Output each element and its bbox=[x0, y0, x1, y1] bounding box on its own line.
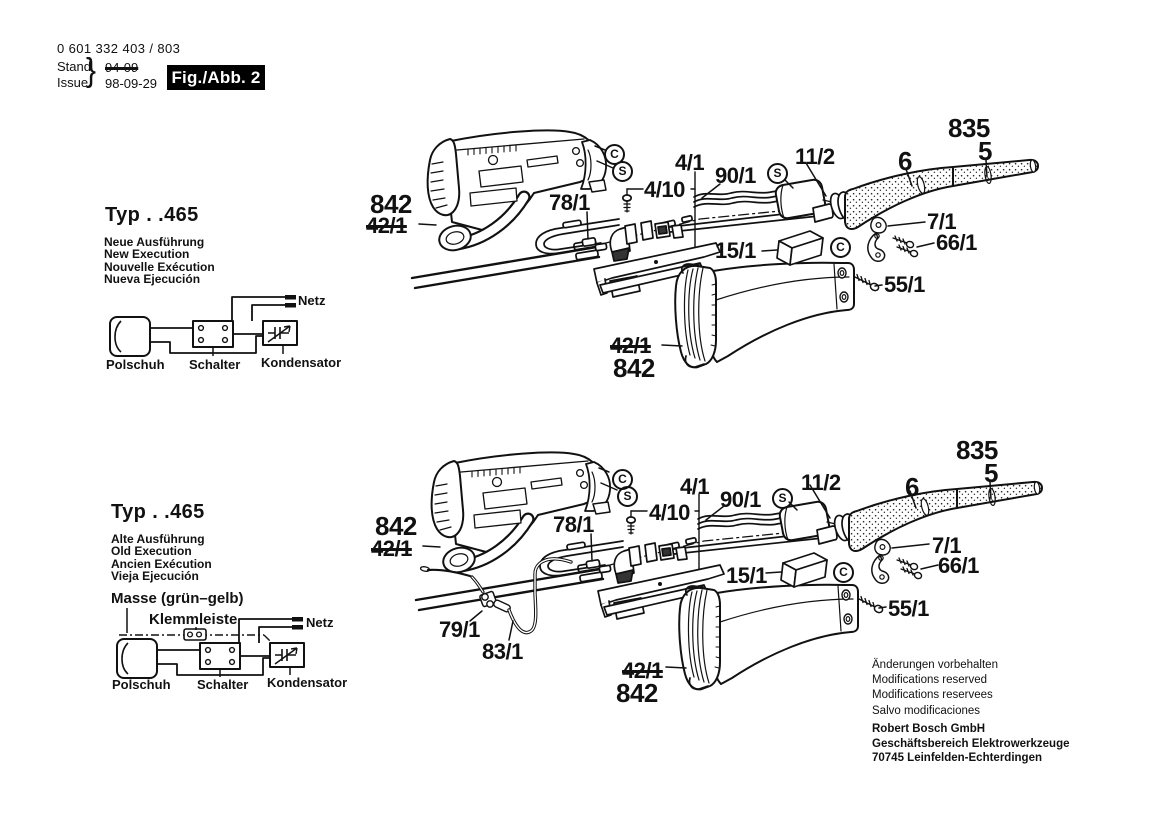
lang-line-fr: Ancien Exécution bbox=[111, 556, 212, 571]
wiring-schematic-new bbox=[110, 295, 297, 356]
part-label-6: 6 bbox=[905, 472, 919, 502]
part-label-842: 842 bbox=[375, 511, 417, 541]
masse-label: Masse (grün–gelb) bbox=[111, 590, 244, 607]
part-label-4-1: 4/1 bbox=[675, 150, 705, 175]
part-label-66-1: 66/1 bbox=[938, 553, 979, 578]
lang-line-en: New Execution bbox=[104, 247, 190, 262]
note-es: Salvo modificaciones bbox=[872, 704, 981, 717]
part-label-55-1: 55/1 bbox=[884, 272, 925, 297]
part-label-835: 835 bbox=[948, 113, 990, 143]
company-name: Robert Bosch GmbH bbox=[872, 723, 986, 735]
callout-c-icon: C bbox=[604, 144, 625, 165]
part-label-842: 842 bbox=[370, 189, 412, 219]
part-label-66-1: 66/1 bbox=[936, 230, 977, 255]
lang-line-fr: Nouvelle Exécution bbox=[104, 259, 215, 274]
part-label-79-1: 79/1 bbox=[439, 617, 480, 642]
part-label-6: 6 bbox=[898, 146, 912, 176]
lang-line-es: Vieja Ejecución bbox=[111, 568, 199, 583]
modification-notes bbox=[872, 658, 998, 719]
lang-line-es: Nueva Ejecución bbox=[104, 271, 201, 286]
part-label-42-1-struck-handle: 42/1 bbox=[622, 658, 663, 683]
lang-line-de: Neue Ausführung bbox=[104, 235, 205, 249]
company-address bbox=[872, 722, 1070, 766]
netz-label-new: Netz bbox=[298, 293, 326, 308]
schalter-label-new: Schalter bbox=[189, 357, 241, 372]
polschuh-label-old: Polschuh bbox=[112, 677, 171, 692]
lang-line-en: Old Execution bbox=[111, 544, 192, 559]
part-label-11-2: 11/2 bbox=[801, 470, 841, 495]
type-title-new: Typ . .465 bbox=[105, 204, 199, 226]
callout-s-icon: S bbox=[612, 161, 633, 182]
callout-s-icon: S bbox=[617, 486, 638, 507]
part-label-42-1-struck-handle: 42/1 bbox=[610, 333, 651, 358]
company-city: 70745 Leinfelden-Echterdingen bbox=[872, 752, 1042, 765]
part-label-78-1: 78/1 bbox=[553, 512, 594, 537]
callout-s-icon: S bbox=[772, 488, 793, 509]
lang-line-de: Alte Ausführung bbox=[111, 532, 205, 546]
part-label-11-2: 11/2 bbox=[795, 144, 835, 169]
note-en: Modifications reserved bbox=[872, 674, 988, 687]
part-label-42-1-struck: 42/1 bbox=[366, 213, 407, 238]
kondensator-label-new: Kondensator bbox=[261, 355, 342, 370]
note-fr: Modifications reservees bbox=[872, 689, 993, 702]
document-part-number: 0 601 332 403 / 803 bbox=[57, 41, 181, 56]
callout-c-icon: C bbox=[830, 237, 851, 258]
part-label-42-1-struck: 42/1 bbox=[371, 536, 412, 561]
issue-date: 98-09-29 bbox=[105, 76, 158, 91]
company-division: Geschäftsbereich Elektrowerkzeuge bbox=[872, 737, 1070, 750]
part-label-5: 5 bbox=[984, 458, 998, 488]
kondensator-label-old: Kondensator bbox=[267, 675, 348, 690]
part-label-15-1: 15/1 bbox=[715, 238, 756, 263]
part-label-4-10: 4/10 bbox=[649, 500, 690, 525]
stand-label: Stand bbox=[57, 59, 91, 74]
klemmleiste-label: Klemmleiste bbox=[149, 611, 238, 628]
callout-c-icon: C bbox=[612, 469, 633, 490]
note-de: Änderungen vorbehalten bbox=[872, 659, 998, 671]
part-label-55-1: 55/1 bbox=[888, 596, 929, 621]
issue-label: Issue bbox=[57, 75, 89, 90]
stand-date-struck: 94-09 bbox=[105, 60, 139, 75]
part-label-83-1: 83/1 bbox=[482, 639, 523, 664]
execution-langs-old bbox=[111, 533, 212, 582]
callout-s-icon: S bbox=[767, 163, 788, 184]
part-label-4-1: 4/1 bbox=[680, 474, 710, 499]
part-label-7-1: 7/1 bbox=[932, 533, 962, 558]
execution-langs-new bbox=[104, 236, 215, 285]
netz-label-old: Netz bbox=[306, 615, 334, 630]
part-label-78-1: 78/1 bbox=[549, 190, 590, 215]
figure-number-badge: Fig./Abb. 2 bbox=[167, 65, 265, 90]
part-label-90-1: 90/1 bbox=[720, 487, 761, 512]
schalter-label-old: Schalter bbox=[197, 677, 249, 692]
part-label-5: 5 bbox=[978, 136, 992, 166]
part-label-835: 835 bbox=[956, 435, 998, 465]
part-label-842-handle: 842 bbox=[616, 678, 658, 708]
part-label-7-1: 7/1 bbox=[927, 209, 957, 234]
brace-glyph: } bbox=[86, 51, 97, 89]
part-label-15-1: 15/1 bbox=[726, 563, 767, 588]
type-title-old: Typ . .465 bbox=[111, 501, 205, 523]
part-label-90-1: 90/1 bbox=[715, 163, 756, 188]
part-label-842-handle: 842 bbox=[613, 353, 655, 383]
part-label-4-10: 4/10 bbox=[644, 177, 685, 202]
callout-c-icon: C bbox=[833, 562, 854, 583]
polschuh-label-new: Polschuh bbox=[106, 357, 165, 372]
